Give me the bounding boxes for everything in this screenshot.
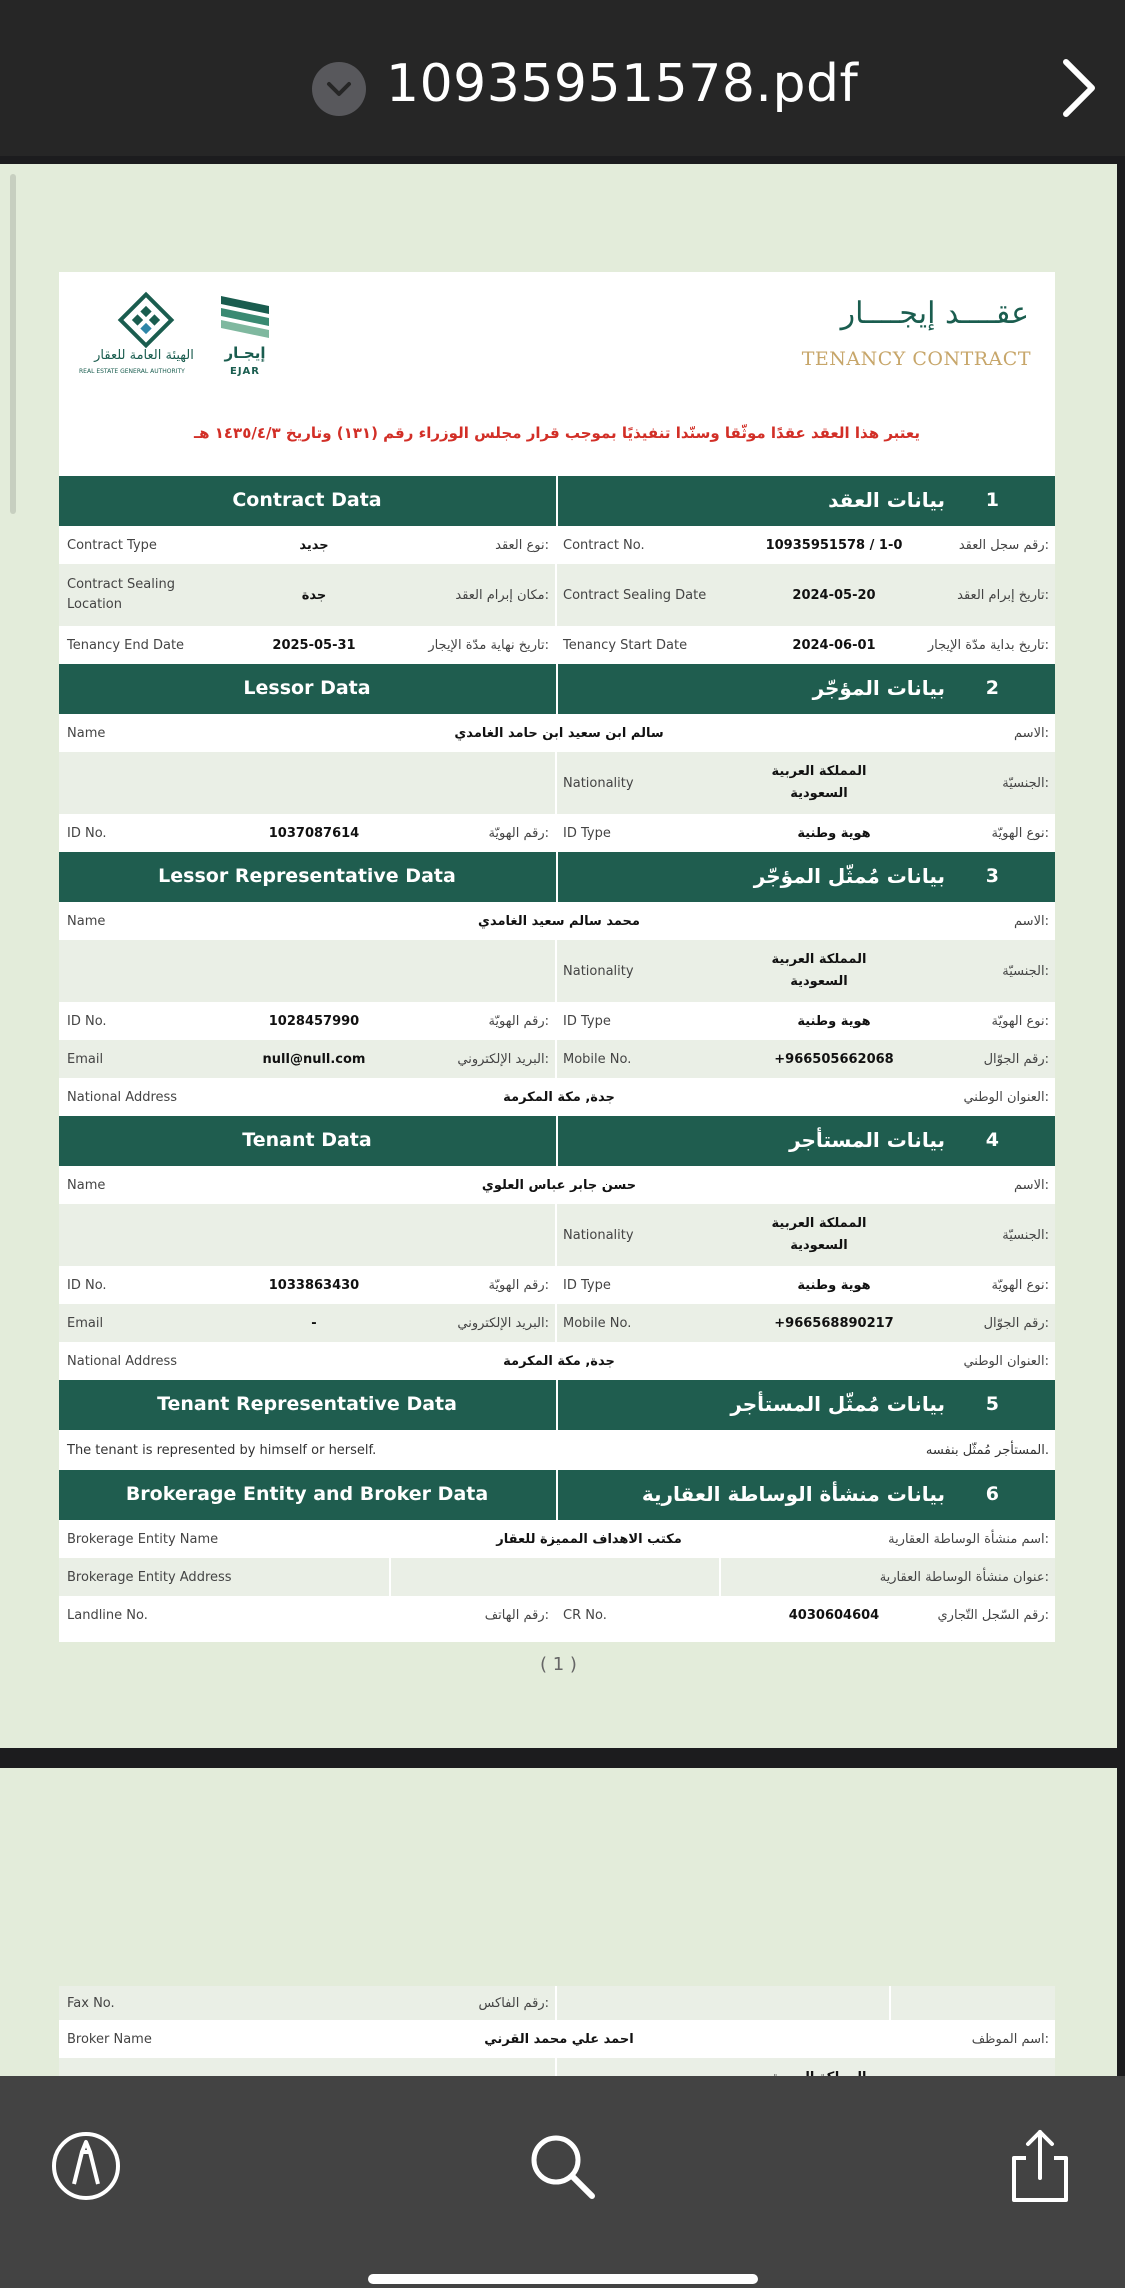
label-ar: نوع الهويّة:	[991, 825, 1049, 841]
label-ar: نوع الهويّة:	[991, 1013, 1049, 1029]
value: محمد سالم سعيد الغامدي	[478, 913, 640, 929]
value: 1033863430	[268, 1277, 360, 1293]
ejar-name-ar: إيجـار	[224, 344, 266, 362]
markup-button[interactable]	[46, 2126, 126, 2206]
label-ar: تاريخ إبرام العقد:	[957, 587, 1049, 603]
section-header-contract	[59, 476, 1055, 526]
label-ar: مكان إبرام العقد:	[455, 587, 549, 603]
label-ar: رقم الهويّة:	[488, 1013, 549, 1029]
value: 4030604604	[788, 1607, 880, 1623]
rega-subtitle: REAL ESTATE GENERAL AUTHORITY	[79, 368, 185, 375]
label-ar: الاسم:	[1014, 725, 1049, 741]
label-ar: البريد الإلكتروني:	[457, 1315, 549, 1331]
value: -	[311, 1315, 317, 1331]
value: 1037087614	[268, 825, 360, 841]
table-row	[59, 1078, 1055, 1116]
label-en: Contract Sealing Location	[67, 577, 175, 612]
value: هوية وطنية	[797, 1013, 871, 1029]
section-header-lessor	[59, 664, 1055, 714]
label-ar: رقم الفاكس:	[478, 1995, 549, 2011]
table-row	[59, 2020, 1055, 2058]
section-title-en: Brokerage Entity and Broker Data	[125, 1483, 489, 1505]
rega-name: الهيئة العامة للعقار	[94, 348, 194, 363]
label-ar: الجنسيّة:	[1002, 775, 1049, 791]
label-ar: عنوان منشأة الوساطة العقارية:	[879, 1569, 1049, 1585]
label-en: ID No.	[67, 1013, 107, 1029]
table-row	[59, 1558, 1055, 1596]
ejar-name-en: EJAR	[230, 366, 260, 377]
label-en: Nationality	[563, 775, 634, 791]
table-row	[59, 564, 1055, 626]
value: 2024-05-20	[792, 587, 876, 603]
scroll-indicator[interactable]	[10, 174, 16, 514]
label-en: Name	[67, 913, 106, 929]
document-header	[59, 272, 1055, 472]
label-ar: اسم الموظف:	[971, 2031, 1049, 2047]
label-en: Brokerage Entity Address	[67, 1569, 232, 1585]
pdf-viewer[interactable]	[0, 156, 1125, 2076]
label-en: Contract Type	[67, 537, 157, 553]
label-ar: الاسم:	[1014, 913, 1049, 929]
label-ar: نوع العقد:	[495, 537, 549, 553]
value: المملكة العربية السعودية	[771, 764, 867, 801]
label-en: Mobile No.	[563, 1051, 632, 1067]
label-ar: تاريخ نهاية مدّة الإيجار:	[428, 637, 549, 653]
table-row	[59, 752, 1055, 814]
value: مكتب الاهداف المميزة للعقار	[496, 1531, 682, 1547]
chevron-down-icon	[326, 81, 352, 97]
label-ar: رقم الجوّال:	[983, 1315, 1049, 1331]
top-bar	[0, 0, 1125, 156]
value: جديد	[299, 537, 329, 553]
share-icon	[1000, 2126, 1080, 2206]
label-en: Contract No.	[563, 537, 645, 553]
table-row	[59, 814, 1055, 852]
legal-notice: يعتبر هذا العقد عقدًا موثّقا وسنّدا تنفيذيًا بموجب قرار مجلس الوزراء رقم (١٣١) وتاريخ ١٤٣٥/٤/٣ هـ	[193, 424, 920, 442]
section-title-ar: بيانات منشأة الوساطة العقارية	[641, 1482, 945, 1506]
table-row	[59, 1166, 1055, 1204]
page-number: ( 1 )	[540, 1654, 577, 1675]
section-title-en: Lessor Representative Data	[158, 865, 456, 887]
section-number: 3	[985, 865, 999, 887]
value: جدة, مكة المكرمة	[503, 1089, 615, 1105]
label-en: Nationality	[563, 1227, 634, 1243]
title-menu-button[interactable]	[312, 62, 366, 116]
markup-pen-icon	[46, 2126, 126, 2206]
label-en: National Address	[67, 1089, 178, 1105]
label-en: Broker Name	[67, 2031, 152, 2047]
label-en: ID No.	[67, 1277, 107, 1293]
value: 1028457990	[268, 1013, 360, 1029]
label-ar: العنوان الوطني:	[963, 1353, 1049, 1369]
section-title-en: Tenant Data	[242, 1129, 372, 1151]
table-row	[59, 902, 1055, 940]
value: جدة	[301, 587, 327, 603]
section-header-tenant	[59, 1116, 1055, 1166]
section-number: 5	[985, 1393, 999, 1415]
table-row	[59, 526, 1055, 564]
note-ar: المستأجر مُمثّل بنفسه.	[925, 1442, 1049, 1458]
table-row	[59, 626, 1055, 664]
value: المملكة العربية السعودية	[771, 1216, 867, 1253]
label-ar: رقم السّجل التّجاري:	[937, 1607, 1049, 1623]
table-row	[59, 1204, 1055, 1266]
table-row	[59, 1430, 1055, 1470]
section-header-brokerage	[59, 1470, 1055, 1520]
table-row	[59, 1266, 1055, 1304]
section-number: 1	[985, 489, 999, 511]
share-button[interactable]	[1000, 2126, 1080, 2206]
label-en: Name	[67, 1177, 106, 1193]
section-number: 2	[985, 677, 999, 699]
search-icon	[522, 2126, 602, 2206]
label-ar: البريد الإلكتروني:	[457, 1051, 549, 1067]
contract-document	[59, 272, 1055, 1642]
label-ar: رقم الهاتف:	[484, 1607, 549, 1623]
label-en: National Address	[67, 1353, 178, 1369]
label-en: Tenancy Start Date	[563, 637, 688, 653]
label-en: ID No.	[67, 825, 107, 841]
value: حسن جابر عباس العلوي	[481, 1177, 637, 1193]
label-ar: العنوان الوطني:	[963, 1089, 1049, 1105]
section-title-ar: بيانات مُمثّل المستأجر	[730, 1392, 945, 1416]
label-en: Email	[67, 1315, 104, 1331]
table-row	[59, 940, 1055, 1002]
label-en: Landline No.	[67, 1607, 148, 1623]
label-ar: اسم منشأة الوساطة العقارية:	[888, 1531, 1049, 1547]
label-en: ID Type	[563, 825, 611, 841]
label-ar: الجنسيّة:	[1002, 963, 1049, 979]
value: احمد علي محمد القرني	[484, 2031, 634, 2047]
table-row	[59, 1520, 1055, 1558]
label-ar: نوع الهويّة:	[991, 1277, 1049, 1293]
label-en: ID Type	[563, 1277, 611, 1293]
table-row	[59, 1342, 1055, 1380]
label-ar: تاريخ بداية مدّة الإيجار:	[927, 637, 1049, 653]
section-title-en: Lessor Data	[243, 677, 371, 699]
label-en: Tenancy End Date	[67, 637, 185, 653]
label-ar: رقم الهويّة:	[488, 825, 549, 841]
section-number: 4	[985, 1129, 999, 1151]
table-row	[59, 1002, 1055, 1040]
section-title-ar: بيانات المستأجر	[789, 1128, 945, 1152]
search-button[interactable]	[522, 2126, 602, 2206]
value: سالم ابن سعيد ابن حامد الغامدي	[454, 725, 664, 741]
section-title-ar: بيانات العقد	[828, 488, 945, 512]
value: جدة, مكة المكرمة	[503, 1353, 615, 1369]
section-header-lessor-rep	[59, 852, 1055, 902]
label-en: CR No.	[563, 1607, 607, 1623]
label-ar: الاسم:	[1014, 1177, 1049, 1193]
file-title[interactable]: 10935951578.pdf	[386, 54, 859, 114]
bottom-toolbar	[0, 2076, 1125, 2288]
label-en: Contract Sealing Date	[563, 587, 707, 603]
table-row	[59, 1596, 1055, 1634]
table-row	[59, 1040, 1055, 1078]
table-row	[59, 1986, 1055, 2020]
label-ar: الجنسيّة:	[1002, 1227, 1049, 1243]
section-title-en: Tenant Representative Data	[157, 1393, 457, 1415]
value: هوية وطنية	[797, 1277, 871, 1293]
home-indicator[interactable]	[368, 2274, 758, 2284]
value: 2024-06-01	[792, 637, 876, 653]
next-button[interactable]	[1056, 56, 1100, 120]
value: +966568890217	[774, 1315, 894, 1331]
label-en: Email	[67, 1051, 104, 1067]
label-ar: رقم الهويّة:	[488, 1277, 549, 1293]
label-en: Brokerage Entity Name	[67, 1531, 219, 1547]
note-en: The tenant is represented by himself or herself.	[67, 1442, 377, 1458]
table-row	[59, 714, 1055, 752]
value: +966505662068	[774, 1051, 894, 1067]
label-ar: رقم سجل العقد:	[958, 537, 1049, 553]
label-ar: رقم الجوّال:	[983, 1051, 1049, 1067]
chevron-right-icon	[1056, 56, 1100, 120]
section-title-ar: بيانات مُمثّل المؤجّر	[753, 864, 945, 888]
label-en: Nationality	[563, 963, 634, 979]
table-row	[59, 1304, 1055, 1342]
label-en: Fax No.	[67, 1995, 115, 2011]
contract-title-en: TENANCY CONTRACT	[801, 348, 1031, 370]
value: هوية وطنية	[797, 825, 871, 841]
label-en: Mobile No.	[563, 1315, 632, 1331]
label-en: ID Type	[563, 1013, 611, 1029]
value: 10935951578 / 1-0	[765, 537, 903, 553]
label-en: Name	[67, 725, 106, 741]
section-title-ar: بيانات المؤجّر	[812, 676, 945, 700]
value: 2025-05-31	[272, 637, 356, 653]
section-number: 6	[985, 1483, 999, 1505]
pdf-page-1	[0, 164, 1117, 1748]
section-title-en: Contract Data	[232, 489, 382, 511]
section-header-tenant-rep	[59, 1380, 1055, 1430]
value: المملكة العربية السعودية	[771, 952, 867, 989]
value: null@null.com	[262, 1051, 366, 1067]
contract-title-ar: عقــــد إيجــــار	[840, 296, 1029, 331]
